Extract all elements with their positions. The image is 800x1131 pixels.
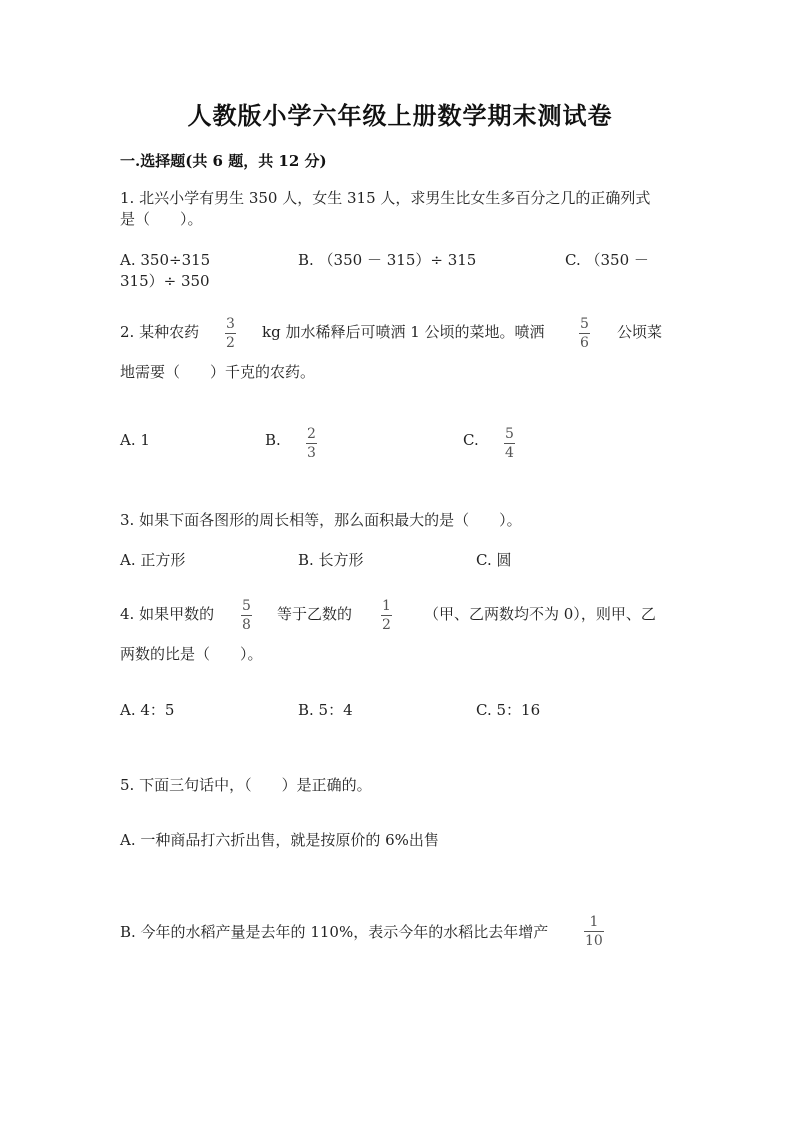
- q1-line2: 是（ ）。: [120, 210, 203, 228]
- q4-part2: 等于乙数的: [277, 605, 353, 623]
- q2-option-b: B.: [265, 431, 281, 449]
- q3-option-a: A. 正方形: [120, 551, 186, 569]
- q4-line2: 两数的比是（ ）。: [120, 645, 263, 663]
- q1-line1: 1. 北兴小学有男生 350 人，女生 315 人，求男生比女生多百分之几的正确列式: [120, 189, 651, 207]
- q4-part3: （甲、乙两数均不为 0），则甲、乙: [424, 605, 656, 623]
- q1-option-b: B. （350 － 315）÷ 315: [298, 251, 477, 269]
- q4-fraction-1: 5 8: [242, 598, 251, 633]
- q3-text: 3. 如果下面各图形的周长相等，那么面积最大的是（ ）。: [120, 511, 522, 529]
- q4-option-b: B. 5：4: [298, 701, 353, 719]
- q1-option-c-cont: 315）÷ 350: [120, 272, 210, 290]
- q1-option-a: A. 350÷315: [120, 251, 211, 269]
- q2-part1: 2. 某种农药: [120, 323, 200, 341]
- q3-option-c: C. 圆: [476, 551, 512, 569]
- q2-fraction-2: 5 6: [580, 316, 589, 351]
- q2-fraction-1: 3 2: [226, 316, 235, 351]
- page-title: 人教版小学六年级上册数学期末测试卷: [187, 101, 613, 130]
- q2-part3: 公顷菜: [617, 323, 663, 341]
- q2-option-c-fraction: 5 4: [505, 426, 514, 461]
- q2-option-b-fraction: 2 3: [307, 426, 316, 461]
- q5-option-a: A. 一种商品打六折出售，就是按原价的 6%出售: [120, 831, 439, 849]
- q4-option-a: A. 4：5: [120, 701, 175, 719]
- q5-option-b: B. 今年的水稻产量是去年的 110%，表示今年的水稻比去年增产: [120, 923, 549, 941]
- q2-option-c: C.: [463, 431, 479, 449]
- q4-fraction-2: 1 2: [382, 598, 391, 633]
- section-heading: 一.选择题(共 6 题，共 12 分): [120, 152, 327, 170]
- q5-text: 5. 下面三句话中，（ ）是正确的。: [120, 776, 372, 794]
- q2-part2: kg 加水稀释后可喷洒 1 公顷的菜地。喷洒: [262, 323, 545, 341]
- q4-part1: 4. 如果甲数的: [120, 605, 215, 623]
- q2-line2: 地需要（ ）千克的农药。: [120, 363, 316, 381]
- q2-option-a: A. 1: [120, 431, 150, 449]
- q3-option-b: B. 长方形: [298, 551, 364, 569]
- q5-option-b-fraction: 1 10: [585, 914, 603, 949]
- q4-option-c: C. 5：16: [476, 701, 541, 719]
- q1-option-c: C. （350 －: [565, 251, 649, 269]
